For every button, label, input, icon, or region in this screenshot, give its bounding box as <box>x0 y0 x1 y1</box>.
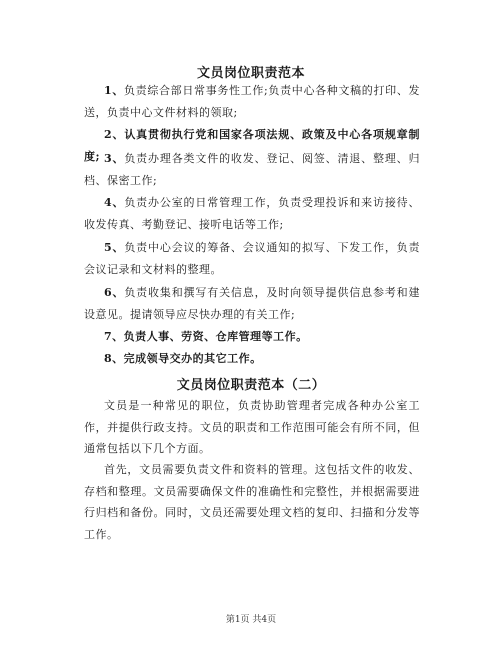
duty-item-4 <box>84 192 420 235</box>
item-number: 7、 <box>104 330 124 343</box>
duty-item-8 <box>84 348 420 370</box>
duty-item-6 <box>84 282 420 325</box>
document-title: 文员岗位职责范本 <box>196 66 305 81</box>
item-number: 5、 <box>104 241 125 254</box>
duty-item-3 <box>84 148 420 191</box>
item-text: 认真贯彻执行党和国家各项法规、政策及中心各项规章制度; <box>84 128 421 163</box>
item-text: 完成领导交办的其它工作。 <box>123 352 262 365</box>
page-footer: 第1页 共4页 <box>225 615 277 625</box>
body-paragraph-1: 文员是一种常见的职位，负责协助管理者完成各种办公室工作，并提供行政支持。文员的职责和工作范围可能会有所不同，但通常包括以下几个方面。 <box>84 399 420 455</box>
item-text: 负责人事、劳资、仓库管理等工作。 <box>123 330 308 343</box>
duty-item-7 <box>84 326 420 348</box>
item-number: 3、 <box>104 152 125 165</box>
item-text: 负责办理各类文件的收发、登记、阅签、清退、整理、归档、保密工作; <box>84 152 421 187</box>
item-text: 负责中心会议的筹备、会议通知的拟写、下发工作，负责会议记录和文材料的整理。 <box>84 241 421 276</box>
item-text: 负责收集和撰写有关信息，及时向领导提供信息参考和建设意见。提请领导应尽快办理的有关工作; <box>84 286 421 321</box>
duty-item-5 <box>84 237 420 280</box>
item-number: 2、 <box>104 128 125 141</box>
item-number: 6、 <box>104 286 125 299</box>
section-title: 文员岗位职责范本（二） <box>176 378 326 393</box>
item-text: 负责综合部日常事务性工作;负责中心各种文稿的打印、发送，负责中心文件材料的领取; <box>84 84 420 119</box>
item-text: 负责办公室的日常管理工作，负责受理投诉和来访接待、收发传真、考勤登记、接听电话等工作; <box>84 196 421 231</box>
item-number: 4、 <box>104 196 125 209</box>
item-number: 8、 <box>104 352 124 365</box>
item-number: 1、 <box>104 84 124 97</box>
duty-item-1 <box>84 80 420 123</box>
body-paragraph-2: 首先，文员需要负责文件和资料的管理。这包括文件的收发、存档和整理。文员需要确保文件的准确性和完整性，并根据需要进行归档和备份。同时，文员还需要处理文档的复印、扫描和分发等工作。 <box>84 463 420 541</box>
